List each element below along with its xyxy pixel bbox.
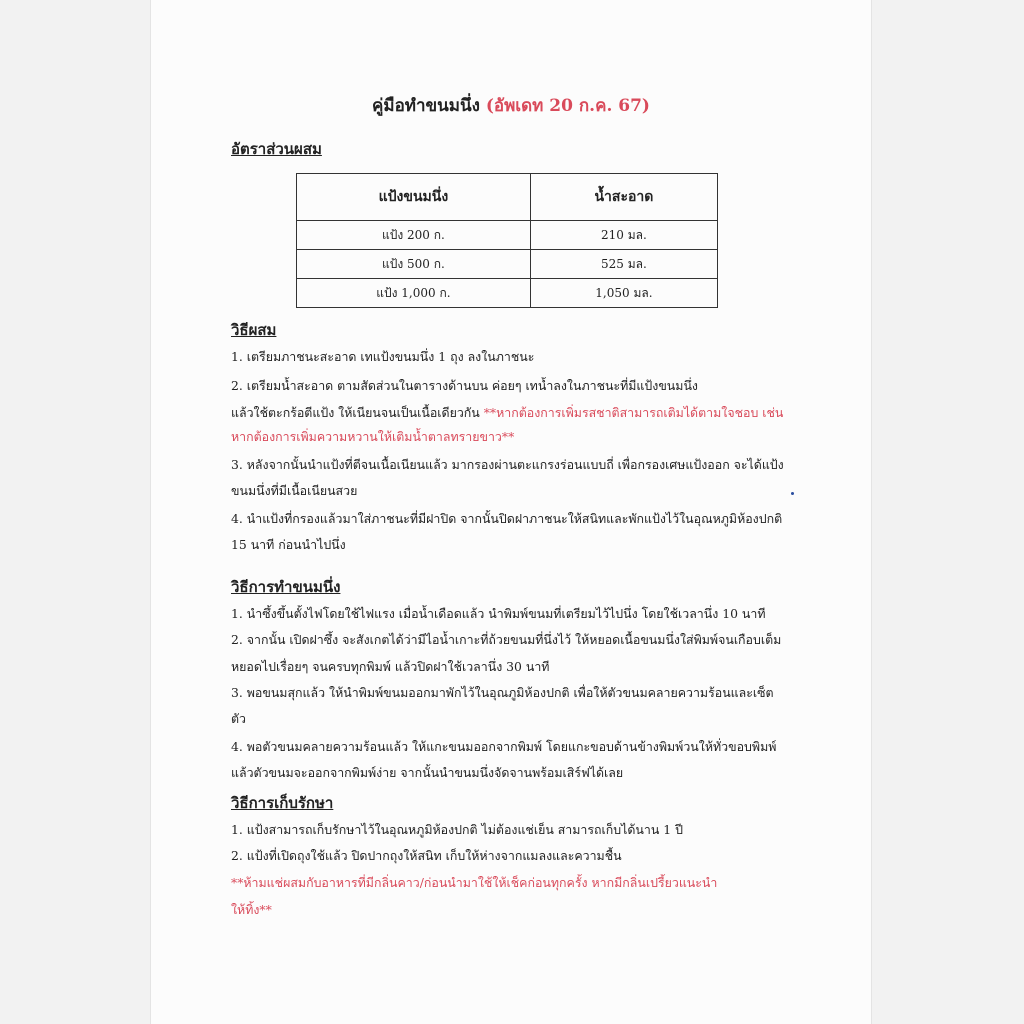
steam-line: 3. พอขนมสุกแล้ว ให้นำพิมพ์ขนมออกมาพักไว้ในอุณภูมิห้องปกติ เพื่อให้ตัวขนมคลายความร้อนและเซ็ต bbox=[231, 685, 774, 700]
mix-heading: วิธีผสม bbox=[231, 321, 277, 339]
table-row bbox=[297, 221, 718, 250]
steam-line: หยอดไปเรื่อยๆ จนครบทุกพิมพ์ แล้วปิดฝาใช้เวลานึ่ง 30 นาที bbox=[231, 659, 550, 674]
mix-line: ขนมนึ่งที่มีเนื้อเนียนสวย bbox=[231, 483, 358, 498]
mix-line: 15 นาที ก่อนนำไปนึ่ง bbox=[231, 537, 346, 552]
table-header-row bbox=[297, 174, 718, 221]
store-warning: ให้ทิ้ง** bbox=[231, 902, 272, 917]
mix-note: **หากต้องการเพิ่มรสชาติสามารถเติมได้ตามใจชอบ เช่น bbox=[483, 405, 784, 420]
mix-line: 4. นำแป้งที่กรองแล้วมาใส่ภาชนะที่มีฝาปิด จากนั้นปิดฝาภาชนะให้สนิทและพักแป้งไว้ในอุณหภูมิห้องปกติ bbox=[231, 511, 783, 526]
table-row bbox=[297, 279, 718, 308]
steam-line: 4. พอตัวขนมคลายความร้อนแล้ว ให้แกะขนมออกจากพิมพ์ โดยแกะขอบด้านข้างพิมพ์วนให้ทั่วขอบพิมพ์ bbox=[231, 739, 777, 754]
ink-speck bbox=[791, 492, 794, 495]
table-row bbox=[297, 250, 718, 279]
ratio-heading: อัตราส่วนผสม bbox=[231, 140, 322, 158]
title-main: คู่มือทำขนมนึ่ง bbox=[372, 96, 486, 116]
header-water: น้ำสะอาด bbox=[530, 174, 717, 221]
steam-line: 2. จากนั้น เปิดฝาซึ้ง จะสังเกตได้ว่ามีไอน้ำเกาะที่ถ้วยขนมที่นึ่งไว้ ให้หยอดเนื้อขนมนึ่งใส่พิมพ์จนเกือบเต็ม bbox=[231, 632, 782, 647]
cell-flour: แป้ง 200 ก. bbox=[297, 221, 531, 250]
document-page bbox=[150, 0, 872, 1024]
cell-flour: แป้ง 500 ก. bbox=[297, 250, 531, 279]
cell-water: 210 มล. bbox=[530, 221, 717, 250]
cell-water: 1,050 มล. bbox=[530, 279, 717, 308]
mix-line: 2. เตรียมน้ำสะอาด ตามสัดส่วนในตารางด้านบน ค่อยๆ เทน้ำลงในภาชนะที่มีแป้งขนมนึ่ง bbox=[231, 378, 698, 393]
steam-line: แล้วตัวขนมจะออกจากพิมพ์ง่าย จากนั้นนำขนมนึ่งจัดจานพร้อมเสิร์ฟได้เลย bbox=[231, 765, 624, 780]
steam-line: 1. นำซึ้งขึ้นตั้งไฟโดยใช้ไฟแรง เมื่อน้ำเดือดแล้ว นำพิมพ์ขนมที่เตรียมไว้ไปนึ่ง โดยใช้เวลานึ่ง 10 นาที bbox=[231, 606, 766, 621]
mix-line bbox=[231, 404, 831, 423]
store-line: 2. แป้งที่เปิดถุงใช้แล้ว ปิดปากถุงให้สนิท เก็บให้ห่างจากแมลงและความชื้น bbox=[231, 848, 622, 863]
mix-text: แล้วใช้ตะกร้อตีแป้ง ให้เนียนจนเป็นเนื้อเดียวกัน bbox=[231, 405, 484, 420]
ratio-table bbox=[296, 173, 718, 308]
store-heading: วิธีการเก็บรักษา bbox=[231, 794, 334, 812]
header-flour: แป้งขนมนึ่ง bbox=[297, 174, 531, 221]
store-warning: **ห้ามแช่ผสมกับอาหารที่มีกลิ่นคาว/ก่อนนำมาใช้ให้เช็คก่อนทุกครั้ง หากมีกลิ่นเปรี้ยวแนะนำ bbox=[231, 875, 718, 890]
mix-note-line: หากต้องการเพิ่มความหวานให้เติมน้ำตาลทรายขาว** bbox=[231, 429, 515, 444]
title-update-date: (อัพเดท 20 ก.ค. 67) bbox=[485, 96, 650, 116]
mix-line: 3. หลังจากนั้นนำแป้งที่ตีจนเนื้อเนียนแล้ว มากรองผ่านตะแกรงร่อนแบบถี่ เพื่อกรองเศษแป้งออก จะได้แป้ง bbox=[231, 457, 784, 472]
page-title bbox=[151, 92, 871, 119]
cell-flour: แป้ง 1,000 ก. bbox=[297, 279, 531, 308]
store-line: 1. แป้งสามารถเก็บรักษาไว้ในอุณหภูมิห้องปกติ ไม่ต้องแช่เย็น สามารถเก็บได้นาน 1 ปี bbox=[231, 822, 683, 837]
cell-water: 525 มล. bbox=[530, 250, 717, 279]
steam-heading: วิธีการทำขนมนึ่ง bbox=[231, 578, 341, 596]
mix-line: 1. เตรียมภาชนะสะอาด เทแป้งขนมนึ่ง 1 ถุง ลงในภาชนะ bbox=[231, 349, 535, 364]
steam-line: ตัว bbox=[231, 711, 247, 726]
